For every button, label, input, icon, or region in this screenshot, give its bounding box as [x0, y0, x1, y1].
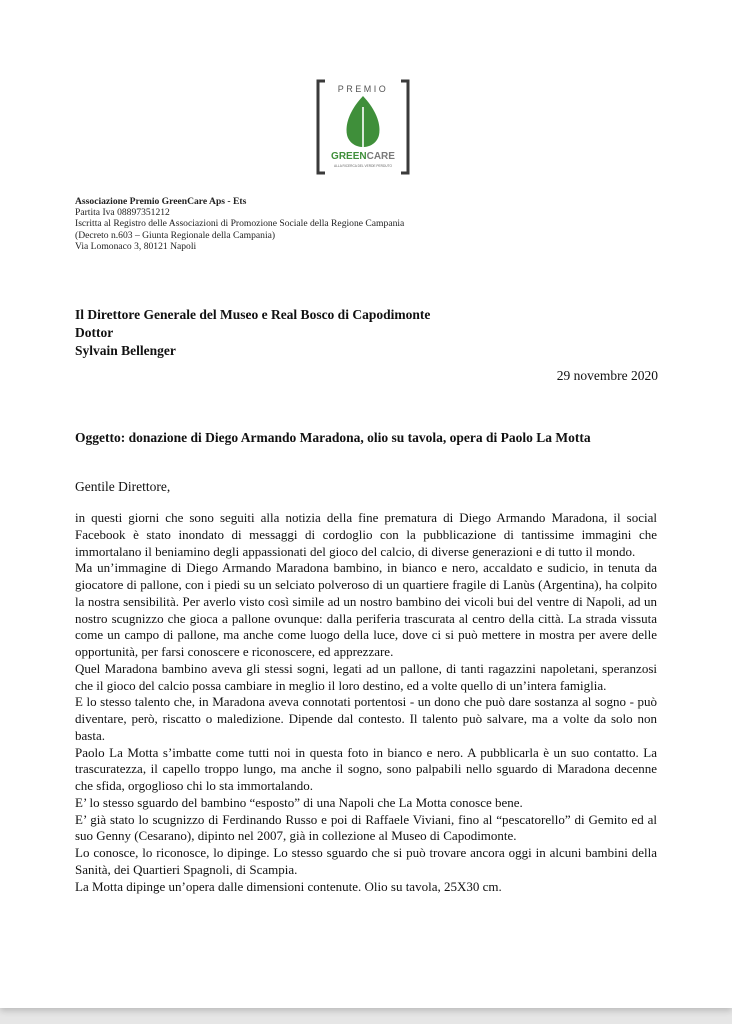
- svg-text:GREENCARE: [331, 151, 395, 162]
- association-vat: Partita Iva 08897351212: [75, 207, 170, 219]
- body-paragraph: Paolo La Motta s’imbatte come tutti noi in questa foto in bianco e nero. A pubblicarla è un suo contatto. La trascuratezza, il capello troppo lungo, ma anche il sogno, sono palpabili nello sguardo di Maradona decenne che sfida, orgoglioso chi lo sta immortalando.: [75, 744, 657, 793]
- letter-greeting: Gentile Direttore,: [75, 479, 171, 494]
- logo-brand-green: GREEN: [331, 151, 367, 162]
- association-header: [75, 196, 404, 252]
- association-name: Associazione Premio GreenCare Aps - Ets: [75, 196, 247, 207]
- body-paragraph: E’ già stato lo scugnizzo di Ferdinando Russo e poi di Raffaele Viviani, fino al “pescatorello” di Gemito ed al suo Genny (Cesarano), dipinto nel 2007, già in collezione al Museo di Capodimonte.: [75, 811, 657, 844]
- body-paragraph: Quel Maradona bambino aveva gli stessi sogni, legati ad un pallone, di tanti ragazzini napoletani, speranzosi che il gioco del calcio possa cambiare in meglio il loro destino, ed a volte quello di un’intera famiglia.: [75, 660, 657, 693]
- association-decree: (Decreto n.603 – Giunta Regionale della Campania): [75, 229, 276, 241]
- recipient-honorific: Dottor: [75, 325, 114, 340]
- letter-body: [75, 510, 657, 895]
- logo-right-bracket: [401, 81, 408, 173]
- logo-premio-text: PREMIO: [337, 84, 389, 94]
- body-paragraph: La Motta dipinge un’opera dalle dimensioni contenute. Olio su tavola, 25X30 cm.: [75, 878, 502, 894]
- body-paragraph: E lo stesso talento che, in Maradona aveva connotati portentosi - un dono che può dare sostanza al sogno - può diventare, però, riscatto o maledizione. Dipende dal contesto. Il talento può salvare, ma a volte da solo non basta.: [75, 694, 657, 743]
- premio-greencare-logo: [315, 77, 411, 179]
- association-address: Via Lomonaco 3, 80121 Napoli: [75, 240, 197, 252]
- body-paragraph: Ma un’immagine di Diego Armando Maradona bambino, in bianco e nero, accaldato e sudicio, in tenuta da giocatore di pallone, con i piedi su un selciato polveroso di un quartiere fragile di Lanùs (Argentina), ha colpito la nostra sensibilità. Per averlo visto così simile ad un nostro bambino dei vicoli bui del ventre di Napoli, ad un nostro scugnizzo che gioca a pallone ovunque: dalla periferia trascurata al centro della città. La strada vissuta come un campo di pallone, ma anche come luogo della luce, dove ci si può mettere in mostra per avere delle opportunità, per farsi conoscere e riconoscere, ed apprezzare.: [75, 560, 657, 659]
- recipient-block: [75, 306, 430, 360]
- association-registry: Iscritta al Registro delle Associazioni di Promozione Sociale della Regione Campania: [75, 218, 405, 230]
- letter-date: 29 novembre 2020: [556, 368, 658, 383]
- body-paragraph: E’ lo stesso sguardo del bambino “esposto” di una Napoli che La Motta conosce bene.: [75, 794, 523, 810]
- recipient-name: Sylvain Bellenger: [75, 343, 176, 358]
- body-paragraph: Lo conosce, lo riconosce, lo dipinge. Lo stesso sguardo che si può trovare ancora oggi in alcuni bambini della Sanità, dei Quartieri Spagnoli, di Scampia.: [75, 845, 657, 877]
- logo-brand-care: CARE: [366, 151, 395, 162]
- body-paragraph: in questi giorni che sono seguiti alla notizia della fine prematura di Diego Armando Maradona, il social Facebook è stato inondato di messaggi di cordoglio con la pubblicazione di tantissime immagini che immortalano il beniamino degli appassionati del gioco del calcio, di diverse generazioni e di tutto il mondo.: [75, 510, 657, 559]
- logo-left-bracket: [318, 81, 325, 173]
- logo-tagline: ALLA RICERCA DEL VERDE PERDUTO: [334, 164, 392, 168]
- letter-subject: Oggetto: donazione di Diego Armando Maradona, olio su tavola, opera di Paolo La Motta: [75, 430, 591, 445]
- recipient-title: Il Direttore Generale del Museo e Real Bosco di Capodimonte: [75, 307, 431, 322]
